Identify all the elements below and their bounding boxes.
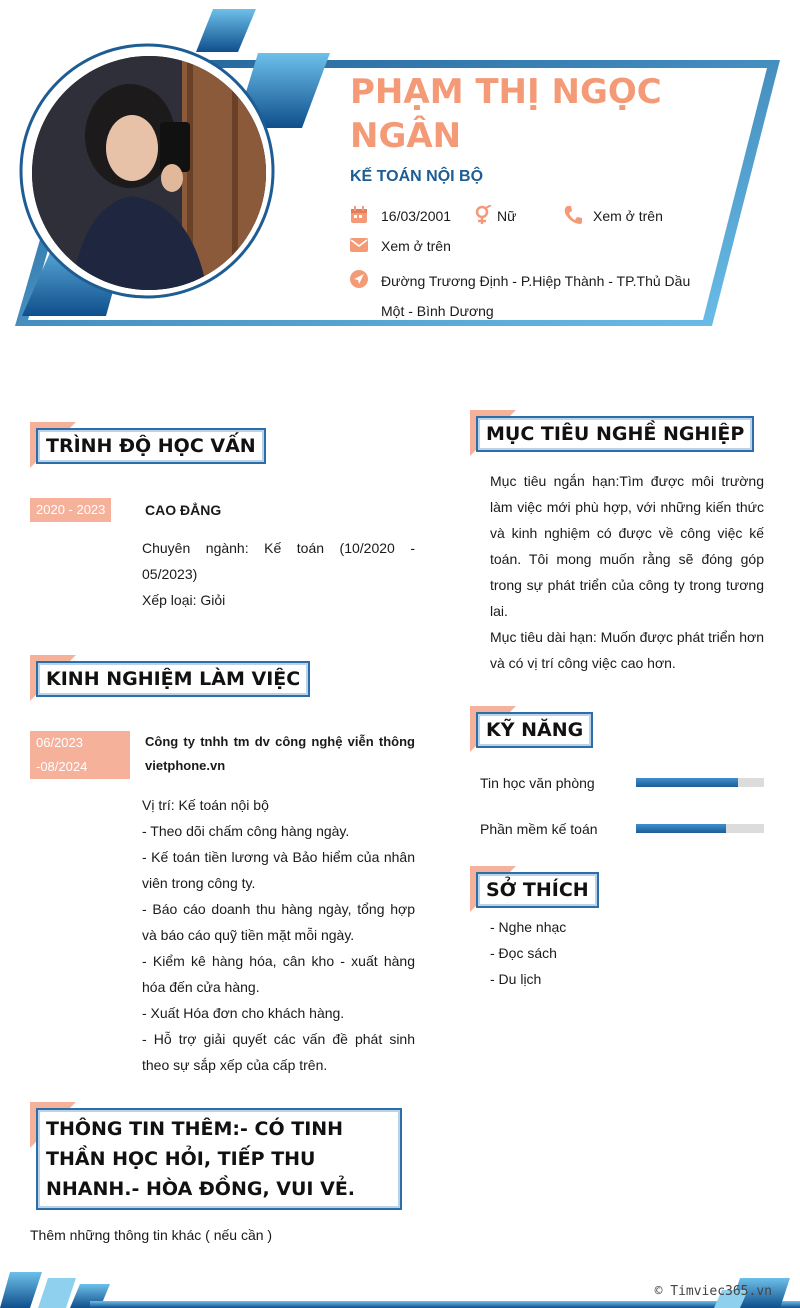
experience-company: Công ty tnhh tm dv công nghệ viễn thông vietphone.vn <box>145 734 415 773</box>
hobby-item: - Nghe nhạc <box>490 919 567 935</box>
objective-long: Mục tiêu dài hạn: Muốn được phát triển hơn và có vị trí công việc cao hơn. <box>490 629 764 671</box>
gender-icon <box>474 205 492 225</box>
skill-bar-fill <box>636 778 738 787</box>
experience-title: KINH NGHIỆM LÀM VIỆC <box>36 661 310 697</box>
experience-duty: - Kiểm kê hàng hóa, cân kho - xuất hàng hóa đến cửa hàng. <box>142 953 415 995</box>
calendar-icon <box>350 206 368 224</box>
skill-name: Tin học văn phòng <box>480 775 595 791</box>
birthday: 16/03/2001 <box>381 208 452 224</box>
experience-date: 06/2023 -08/2024 <box>30 731 130 779</box>
extra-title: THÔNG TIN THÊM:- CÓ TINH THẦN HỌC HỎI, TIẾP THU NHANH.- HÒA ĐỒNG, VUI VẺ. <box>36 1108 402 1210</box>
experience-duty: - Xuất Hóa đơn cho khách hàng. <box>142 1005 345 1021</box>
education-date: 2020 - 2023 <box>30 498 111 522</box>
experience-duty: - Theo dõi chấm công hàng ngày. <box>142 823 350 839</box>
education-major: Chuyên ngành: Kế toán (10/2020 - 05/2023) <box>142 540 415 582</box>
education-grade: Xếp loại: Giỏi <box>142 592 226 608</box>
gender: Nữ <box>497 208 517 224</box>
objective-short: Mục tiêu ngắn hạn:Tìm được môi trường làm việc mới phù hợp, với những kiến thức và kinh nghiệm có được về công việc kế toán. Tôi mong muốn rằng sẽ đóng góp trong sự phát triển của công ty trong tương lai. <box>490 473 764 619</box>
profile-photo <box>32 56 266 290</box>
education-title: TRÌNH ĐỘ HỌC VẤN <box>36 428 266 464</box>
phone: Xem ở trên <box>593 208 663 224</box>
extra-text: Thêm những thông tin khác ( nếu cần ) <box>30 1227 273 1243</box>
objective-title: MỤC TIÊU NGHỀ NGHIỆP <box>476 416 754 452</box>
hobby-item: - Du lịch <box>490 971 542 987</box>
hobbies-title: SỞ THÍCH <box>476 872 599 908</box>
hobby-item: - Đọc sách <box>490 945 557 961</box>
address: Đường Trương Định - P.Hiệp Thành - TP.Thủ Dầu Một - Bình Dương <box>381 273 691 319</box>
skills-title: KỸ NĂNG <box>476 712 593 748</box>
candidate-name: PHẠM THỊ NGỌC NGÂN <box>350 72 662 156</box>
skill-bar-fill <box>636 824 726 833</box>
education-school: CAO ĐẲNG <box>145 502 222 518</box>
experience-duty: - Báo cáo doanh thu hàng ngày, tổng hợp và báo cáo quỹ tiền mặt mỗi ngày. <box>142 901 415 943</box>
job-title: KẾ TOÁN NỘI BỘ <box>350 168 484 185</box>
email-icon <box>350 238 368 252</box>
experience-position: Vị trí: Kế toán nội bộ <box>142 797 269 813</box>
experience-duty: - Kế toán tiền lương và Bảo hiểm của nhân viên trong công ty. <box>142 849 415 891</box>
skill-bar <box>636 824 764 833</box>
experience-duty: - Hỗ trợ giải quyết các vấn đề phát sinh theo sự sắp xếp của cấp trên. <box>142 1031 415 1073</box>
copyright: © Timviec365.vn <box>654 1284 772 1299</box>
phone-icon <box>563 205 583 225</box>
location-icon <box>350 270 368 288</box>
skill-name: Phần mềm kế toán <box>480 821 598 837</box>
skill-bar <box>636 778 764 787</box>
email: Xem ở trên <box>381 238 451 254</box>
